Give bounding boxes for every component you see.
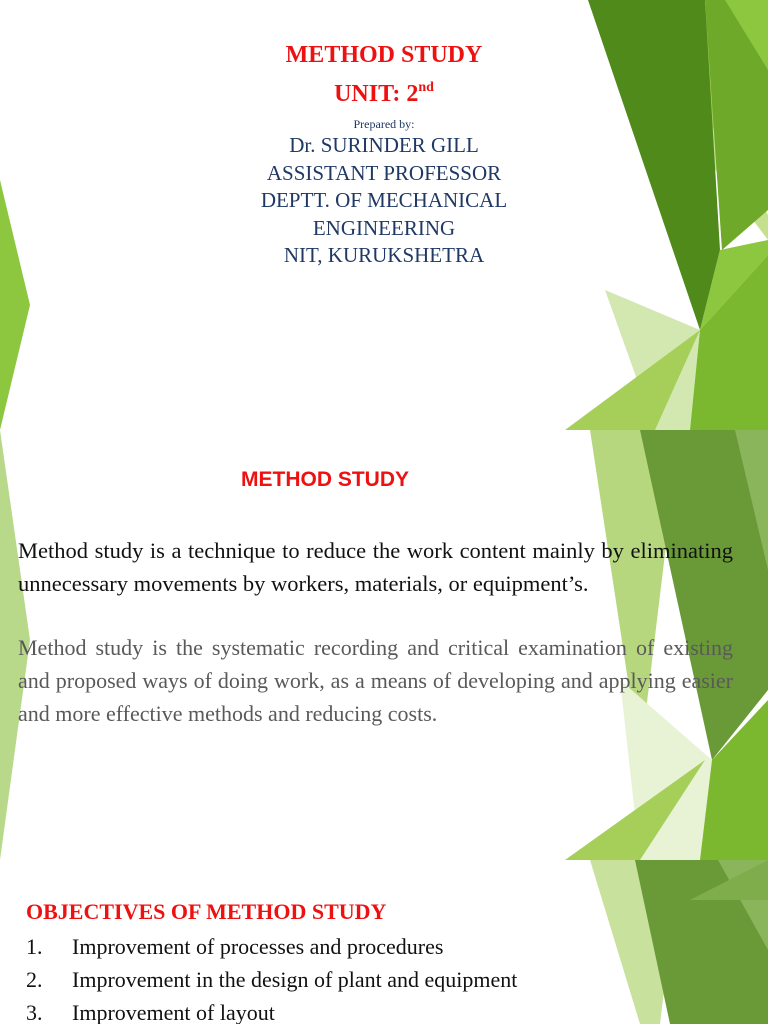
list-item <box>26 930 517 963</box>
author-name: Dr. SURINDER GILL <box>289 133 479 157</box>
list-item <box>26 963 517 996</box>
definition-paragraph-2: Method study is the systematic recording and critical examination of existing and proposed ways of doing work, as a means of developing and applying easier and more effective methods and reducing costs. <box>18 635 733 726</box>
prepared-by-label: Prepared by: <box>353 117 415 131</box>
title-slide <box>0 0 768 430</box>
author-department: DEPTT. OF MECHANICAL <box>260 188 508 212</box>
author-designation: ASSISTANT PROFESSOR <box>266 160 502 185</box>
definition-paragraph-1: Method study is a technique to reduce the work content mainly by eliminating unnecessary movements by workers, materials, or equipment’s. <box>18 538 733 596</box>
author-department-2: ENGINEERING <box>312 215 456 240</box>
objectives-list <box>26 930 517 1024</box>
list-text: Improvement in the design of plant and equipment <box>72 967 518 992</box>
list-number: 3. <box>26 1000 43 1024</box>
unit-label <box>0 73 768 109</box>
author-institute: NIT, KURUKSHETRA <box>283 243 485 267</box>
objectives-heading: OBJECTIVES OF METHOD STUDY <box>26 899 387 924</box>
unit-text: UNIT: 2 <box>334 81 419 107</box>
list-text: Improvement of layout <box>72 1000 275 1024</box>
unit-superscript: nd <box>418 80 434 95</box>
slide-title: METHOD STUDY <box>285 42 483 68</box>
objectives-slide <box>0 860 768 1024</box>
list-number: 1. <box>26 934 43 959</box>
section-heading: METHOD STUDY <box>241 468 409 491</box>
list-item <box>26 996 517 1024</box>
list-number: 2. <box>26 967 43 992</box>
list-text: Improvement of processes and procedures <box>72 934 444 959</box>
definition-slide <box>0 430 768 860</box>
